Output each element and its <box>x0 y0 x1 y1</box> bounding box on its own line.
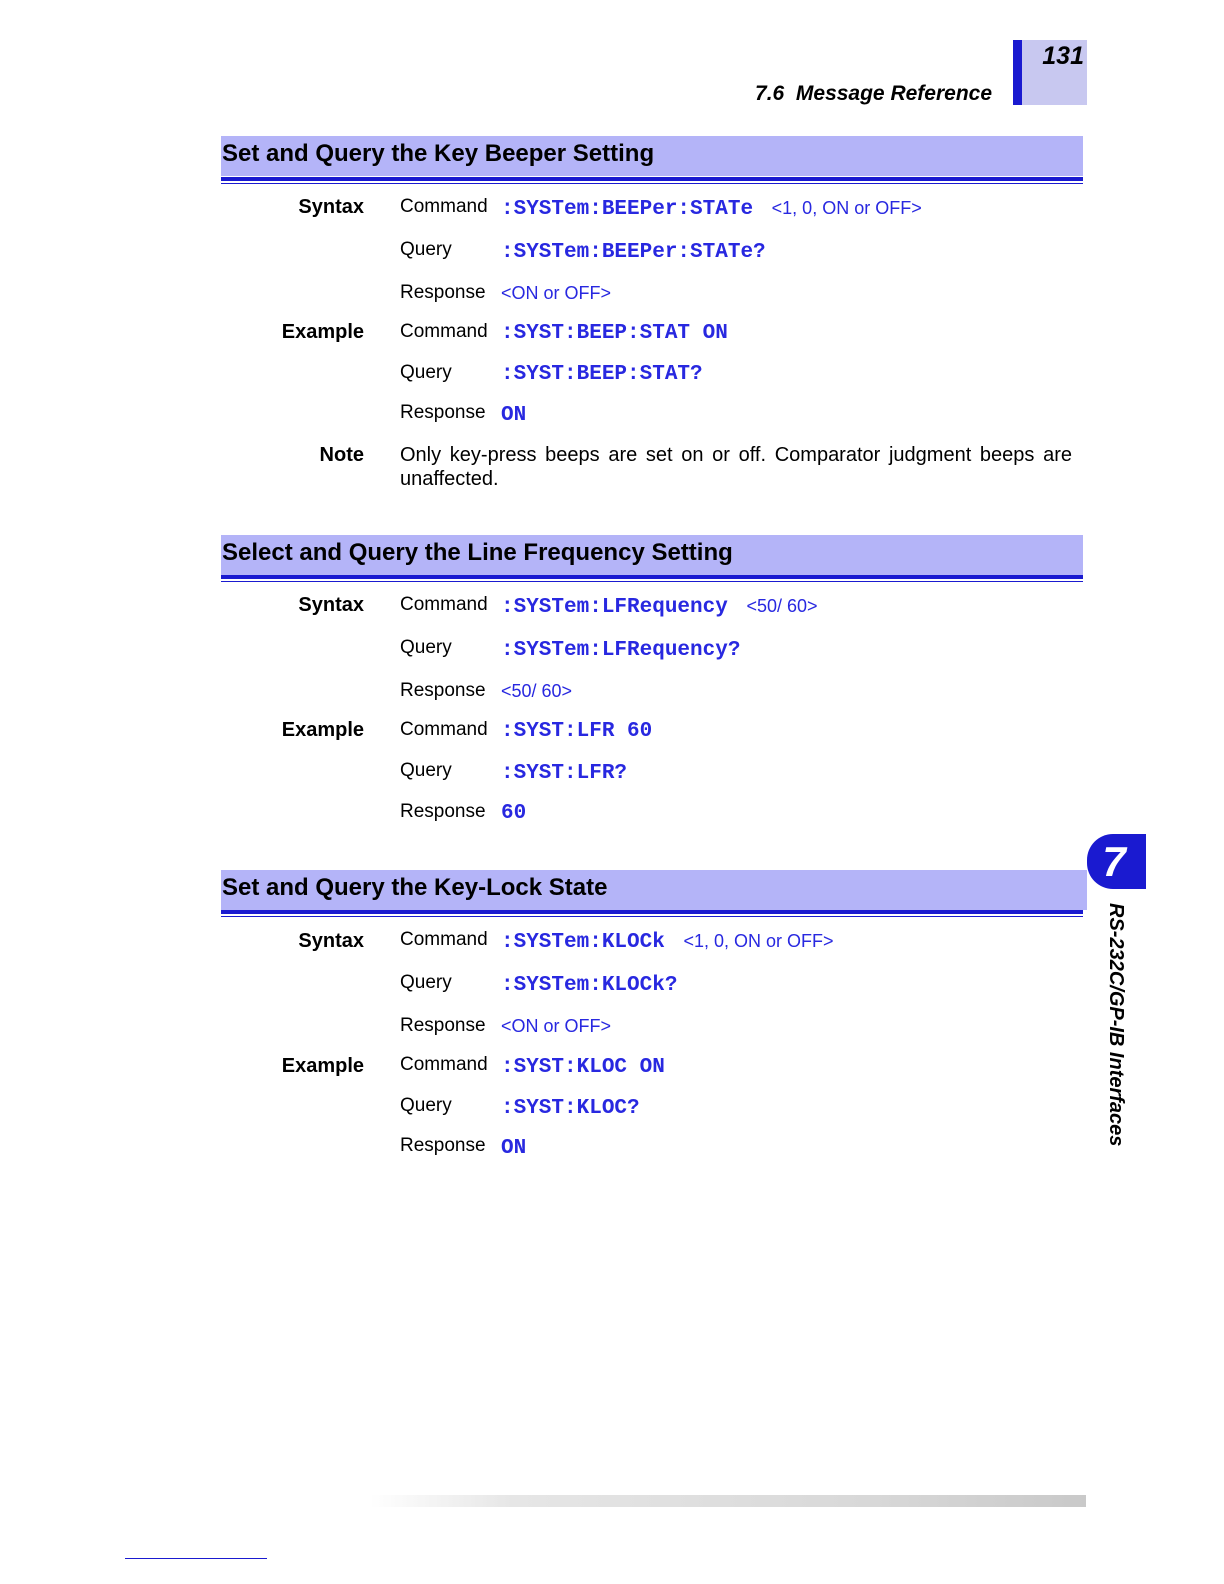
command-label: Command <box>400 594 488 615</box>
example-query: :SYST:BEEP:STAT? <box>501 363 703 386</box>
command-label: Command <box>400 321 488 342</box>
example-response: ON <box>501 404 527 427</box>
command-label: Command <box>400 719 488 740</box>
syntax-label: Syntax <box>298 594 364 616</box>
section-reference: 7.6 Message Reference <box>755 82 992 105</box>
query-label: Query <box>400 760 452 781</box>
page-number: 131 <box>1042 42 1084 70</box>
footer-strip <box>370 1495 1086 1507</box>
command-text: :SYSTem:KLOCk <box>501 931 665 954</box>
syntax-command <box>501 596 818 619</box>
note-text: Only key-press beeps are set on or off. Comparator judgment beeps are unaffected. <box>400 444 1072 490</box>
syntax-query: :SYSTem:KLOCk? <box>501 974 678 997</box>
syntax-label: Syntax <box>298 930 364 952</box>
syntax-command <box>501 931 833 954</box>
note-label: Note <box>319 444 364 466</box>
section-rule-thin <box>221 183 1083 184</box>
command-argument: <50/ 60> <box>746 596 818 616</box>
query-label: Query <box>400 362 452 383</box>
example-response: ON <box>501 1137 527 1160</box>
chapter-side-label <box>1099 903 1127 1163</box>
example-command: :SYST:LFR 60 <box>501 720 653 743</box>
response-label: Response <box>400 282 486 303</box>
syntax-response: <ON or OFF> <box>501 1016 612 1036</box>
page-number-accent-bar <box>1013 40 1022 105</box>
section-rule <box>221 575 1083 579</box>
response-label: Response <box>400 402 486 423</box>
response-label: Response <box>400 1015 486 1036</box>
syntax-command <box>501 198 922 221</box>
example-query: :SYST:LFR? <box>501 762 628 785</box>
command-argument: <1, 0, ON or OFF> <box>683 931 834 951</box>
section-rule <box>221 910 1083 914</box>
chapter-number: 7 <box>1102 838 1126 885</box>
command-argument: <1, 0, ON or OFF> <box>771 198 922 218</box>
example-label: Example <box>281 719 364 741</box>
command-label: Command <box>400 196 488 217</box>
query-label: Query <box>400 239 452 260</box>
query-label: Query <box>400 1095 452 1116</box>
section-title: Select and Query the Line Frequency Setting <box>222 539 733 566</box>
syntax-query: :SYSTem:LFRequency? <box>501 639 741 662</box>
example-command: :SYST:BEEP:STAT ON <box>501 322 728 345</box>
chapter-title: RS-232C/GP-IB Interfaces <box>1105 903 1127 1147</box>
example-response: 60 <box>501 802 527 825</box>
section-title: Set and Query the Key-Lock State <box>222 874 608 901</box>
example-label: Example <box>281 1055 364 1077</box>
syntax-response: <50/ 60> <box>501 681 573 701</box>
syntax-query: :SYSTem:BEEPer:STATe? <box>501 241 766 264</box>
query-label: Query <box>400 637 452 658</box>
command-text: :SYSTem:BEEPer:STATe <box>501 198 754 221</box>
example-query: :SYST:KLOC? <box>501 1097 640 1120</box>
syntax-label: Syntax <box>298 196 364 218</box>
syntax-response: <ON or OFF> <box>501 283 612 303</box>
section-rule <box>221 177 1083 181</box>
query-label: Query <box>400 972 452 993</box>
example-label: Example <box>281 321 364 343</box>
section-rule-thin <box>221 581 1083 582</box>
section-rule-thin <box>221 916 1083 917</box>
command-label: Command <box>400 929 488 950</box>
response-label: Response <box>400 1135 486 1156</box>
response-label: Response <box>400 680 486 701</box>
response-label: Response <box>400 801 486 822</box>
section-title: Set and Query the Key Beeper Setting <box>222 140 655 167</box>
example-command: :SYST:KLOC ON <box>501 1056 665 1079</box>
command-label: Command <box>400 1054 488 1075</box>
footer-rule <box>125 1558 267 1559</box>
command-text: :SYSTem:LFRequency <box>501 596 728 619</box>
